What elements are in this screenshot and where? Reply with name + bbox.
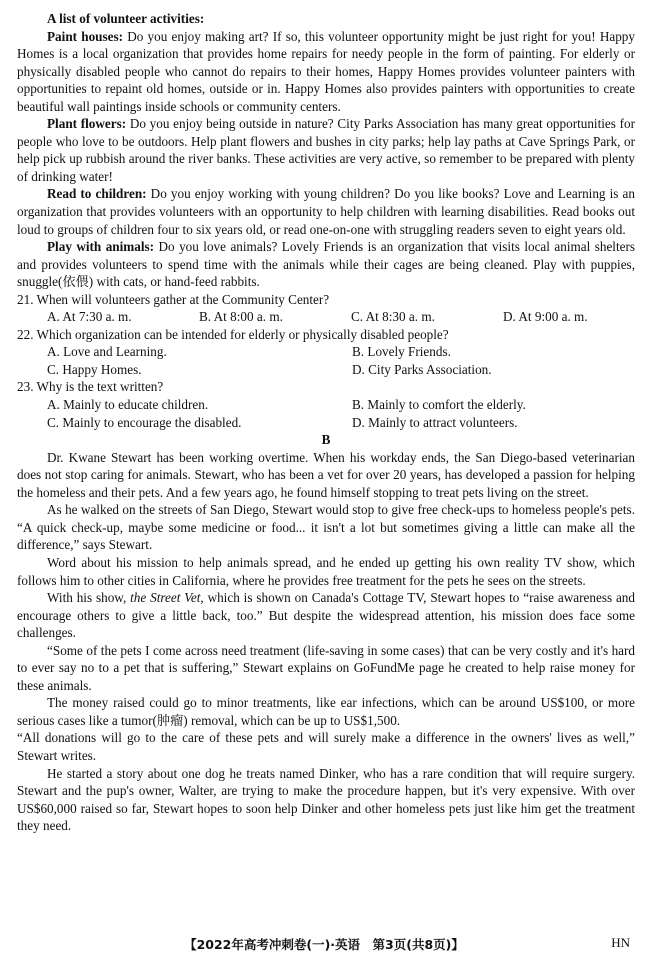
page-footer bbox=[0, 935, 648, 955]
passage-b-paragraph: Dr. Kwane Stewart has been working overtime. When his workday ends, the San Diego-based veterinarian does not stop caring for animals. Stewart, who has been a vet for over 20 years, has developed a passion for helping the homeless and their pets. And a few years ago, he found himself stopping to treat pets living on the street. bbox=[17, 449, 635, 500]
activity-read-to-children bbox=[17, 185, 635, 238]
activity-text: Do you enjoy working with young children? Do you like books? Love and Learning is an organization that provides volunteers with an opportunity to help children with learning disabilities. Read books out loud to groups of children four to six years old, or read one-on-one with struggling readers seven to eight years old. bbox=[17, 186, 635, 237]
passage-b-paragraph bbox=[17, 589, 635, 642]
exam-page bbox=[17, 10, 635, 835]
passage-b-paragraph: Word about his mission to help animals spread, and he ended up getting his own reality TV show, which follows him to other cities in California, where he provides free treatment for the pets he sees on the streets. bbox=[17, 554, 635, 588]
option-b[interactable]: B. Lovely Friends. bbox=[352, 344, 451, 360]
section-a-heading: A list of volunteer activities: bbox=[47, 11, 205, 26]
option-c[interactable]: C. Happy Homes. bbox=[47, 361, 142, 377]
activity-text: Do you enjoy being outside in nature? City Parks Association has many great opportunities for people who love to be outdoors. Help plant flowers and bushes in city parks; help lay paths at Cave Springs Park, or help pick up rubbish around the river banks. These activities are very active, so remember to be prepared with plenty of drinking water! bbox=[17, 116, 635, 184]
show-title: the Street Vet bbox=[130, 590, 201, 606]
activity-text: Do you love animals? Lovely Friends is an organization that visits local animal shelters and provides volunteers to spend time with the animals while their cages are being cleaned. Play with puppies, snuggle(依偎) with cats, or hand-feed rabbits. bbox=[17, 239, 636, 290]
activity-title: Read to children: bbox=[47, 186, 147, 202]
activity-paint-houses bbox=[17, 28, 635, 116]
activity-title: Plant flowers: bbox=[47, 116, 127, 132]
text-run: With his show, bbox=[47, 590, 131, 606]
activity-plant-flowers bbox=[17, 115, 635, 185]
question-23-options bbox=[17, 396, 635, 431]
option-a[interactable]: A. At 7:30 a. m. bbox=[47, 309, 132, 325]
question-22-options bbox=[17, 343, 635, 378]
option-b[interactable]: B. Mainly to comfort the elderly. bbox=[352, 397, 526, 413]
passage-b-paragraph: As he walked on the streets of San Diego, Stewart would stop to give free check-ups to homeless people's pets. “A quick check-up, maybe some medicine or food... it isn't a lot but sometimes giving a little can make all the difference,” says Stewart. bbox=[17, 502, 635, 553]
question-21-options bbox=[17, 308, 635, 326]
footer-code: HN bbox=[611, 935, 630, 950]
section-b-label: B bbox=[321, 432, 331, 448]
passage-b-paragraph: “Some of the pets I come across need treatment (life-saving in some cases) that can be very costly and it's hard to ever say no to a pet that is suffering,” Stewart explains on GoFundMe page he created to help raise money for these animals. bbox=[17, 642, 635, 693]
text-run: , which is shown on Canada's Cottage TV, Stewart hopes to “raise awareness and encourage others to give a little back, too.” But despite the widespread attention, his mission does face some challenges. bbox=[17, 590, 635, 641]
activity-text: Do you enjoy making art? If so, this volunteer opportunity might be just right for you! Happy Homes is a local organization that provides home repairs for needy people in the form of painting. For elderly or physically disabled people who cannot do repairs to their homes, Happy Homes provides volunteer painters with opportunities to repaint old homes, outside or in. Happy Homes also provides painters with opportunities to create beautiful wall paintings inside schools or community centers. bbox=[17, 28, 635, 114]
question-23-stem: 23. Why is the text written? bbox=[17, 379, 164, 395]
question-22-stem: 22. Which organization can be intended for elderly or physically disabled people? bbox=[17, 326, 449, 342]
option-b[interactable]: B. At 8:00 a. m. bbox=[199, 309, 283, 325]
question-21-stem: 21. When will volunteers gather at the Community Center? bbox=[17, 291, 330, 307]
option-c[interactable]: C. Mainly to encourage the disabled. bbox=[47, 414, 242, 430]
passage-b-paragraph: The money raised could go to minor treatments, like ear infections, which can be around US$100, or more serious cases like a tumor(肿瘤) removal, which can be up to US$1,500. bbox=[17, 695, 635, 728]
passage-b-paragraph: “All donations will go to the care of these pets and will surely make a difference in the owners' lives as well,” Stewart writes. bbox=[17, 730, 635, 763]
option-a[interactable]: A. Mainly to educate children. bbox=[47, 397, 209, 413]
option-d[interactable]: D. Mainly to attract volunteers. bbox=[352, 414, 518, 430]
passage-b-paragraph: He started a story about one dog he treats named Dinker, who has a rare condition that will require surgery. Stewart and the pup's owner, Walter, are trying to make the procedure happen, but it's very expensive. With over US$60,000 raised so far, Stewart hopes to soon help Dinker and other homeless pets just like him get the treatment they need. bbox=[17, 765, 635, 834]
option-c[interactable]: C. At 8:30 a. m. bbox=[351, 309, 435, 325]
option-d[interactable]: D. At 9:00 a. m. bbox=[503, 309, 588, 325]
activity-play-with-animals bbox=[17, 238, 635, 291]
footer-title: 【2022年高考冲刺卷(一)·英语 第3页(共8页)】 bbox=[184, 937, 464, 952]
option-d[interactable]: D. City Parks Association. bbox=[352, 361, 492, 377]
activity-title: Paint houses: bbox=[47, 28, 124, 44]
activity-title: Play with animals: bbox=[47, 239, 155, 255]
option-a[interactable]: A. Love and Learning. bbox=[47, 344, 167, 360]
